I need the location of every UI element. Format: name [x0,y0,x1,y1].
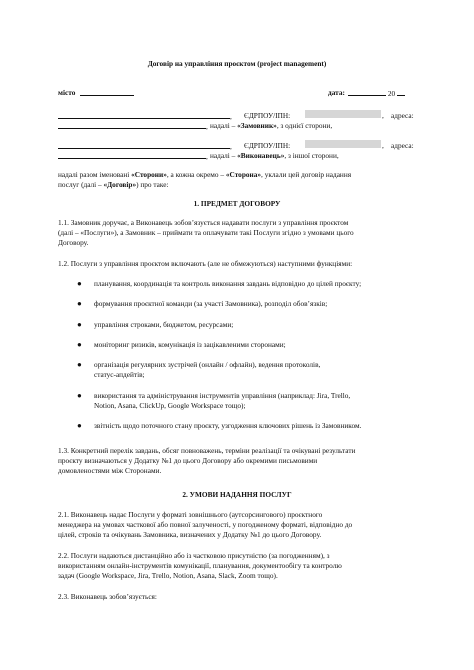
paragraph-1-3-line: 1.3. Конкретний перелік завдань, обсяг повноважень, терміни реалізації та очікувані результати [58,446,356,455]
paragraph-2-1-line: 2.1. Виконавець надає Послуги у форматі зовнішнього (аутсорсингового) проєктного [58,510,323,519]
paragraph-1-1-line: (далі – «Послуги»), а Замовник – приймати та оплачувати такі Послуги згідно з умовами цього [58,228,354,237]
paragraph-2-1-line: менеджера на умовах часткової або повної залученості, у погодженому форматі, відповідно до [58,520,353,529]
party2-address-label: адреса: [391,141,414,150]
party1-edrpou-sep: , [382,111,384,120]
party2-edrpou-redacted[interactable] [305,140,381,149]
party1-edrpou-redacted[interactable] [305,110,381,119]
bullet-icon: ● [77,340,82,349]
city-field[interactable] [80,88,134,98]
bullet-item: звітність щодо поточного стану проєкту, узгодження ключових рішень із Замовником. [94,421,362,430]
paragraph-1-1-line: Договору. [58,238,89,247]
paragraph-2-3: 2.3. Виконавець зобов’язується: [58,592,157,601]
bullet-item: організація регулярних зустрічей (онлайн / офлайн), ведення протоколів, [94,360,321,369]
bullet-item: формування проєктної команди (за участі Замовника), розподіл обов’язків; [94,299,328,308]
bullet-item-continued: Notion, Asana, ClickUp, Google Workspace тощо); [94,401,246,410]
date-year-prefix: 20 [387,89,396,98]
intro-line: послуг (далі – «Договір») про таке: [58,180,169,189]
party2-address-field[interactable]: , [58,151,208,161]
date-label: дата: [328,88,345,97]
party1-edrpou-label: ЄДРПОУ/ІПН: [244,111,291,120]
bullet-item: моніторинг ризиків, комунікація із зацікавленими сторонами; [94,340,286,349]
bullet-icon: ● [77,421,82,430]
party1-role-text: надалі – «Замовник», з однієї сторони, [210,121,333,130]
city-label: місто [58,88,76,97]
bullet-item-continued: статус-апдейтів; [94,370,145,379]
party1-address-field[interactable]: , [58,121,208,131]
party1-address-label: адреса: [391,111,414,120]
paragraph-2-2-line: використанням онлайн-інструментів комунікації, планування, документообігу та контролю [58,561,342,570]
section2-heading: 2. УМОВИ НАДАННЯ ПОСЛУГ [182,490,292,499]
bullet-icon: ● [77,279,82,288]
party1-name-field[interactable]: , [58,111,232,121]
intro-line: надалі разом іменовані «Сторони», а кожна окремо – «Сторона», уклали цей договір надання [58,170,352,179]
paragraph-1-3-line: проєкту визначаються у Додатку №1 до цього Договору або окремими письмовими [58,456,318,465]
party2-name-field[interactable]: , [58,141,232,151]
paragraph-1-2: 1.2. Послуги з управління проєктом включають (але не обмежуються) наступними функціями: [58,259,353,268]
paragraph-2-2-line: 2.2. Послуги надаються дистанційно або із частковою присутністю (за погодженням), з [58,551,330,560]
date-field[interactable] [348,88,405,98]
party2-role-text: надалі – «Виконавець», з іншої сторони, [210,151,339,160]
paragraph-1-1-line: 1.1. Замовник доручає, а Виконавець зобов’язується надавати послуги з управління проєктом [58,218,349,227]
paragraph-1-3-line: домовленостями між Сторонами. [58,466,162,475]
bullet-item: використання та адміністрування інструментів управління (наприклад: Jira, Trello, [94,391,351,400]
bullet-item: управління строками, бюджетом, ресурсами; [94,320,234,329]
party2-edrpou-sep: , [382,141,384,150]
paragraph-2-2-line: задач (Google Workspace, Jira, Trello, Notion, Asana, Slack, Zoom тощо). [58,571,278,580]
bullet-icon: ● [77,320,82,329]
bullet-icon: ● [77,299,82,308]
bullet-icon: ● [77,360,82,369]
section1-heading: 1. ПРЕДМЕТ ДОГОВОРУ [193,199,281,208]
party2-edrpou-label: ЄДРПОУ/ІПН: [244,141,291,150]
bullet-item: планування, координація та контроль виконання завдань відповідно до цілей проєкту; [94,279,362,288]
document-title: Договір на управління проєктом (project management) [147,59,327,68]
paragraph-2-1-line: цілей, строків та очікувань Замовника, визначених у Додатку №1 до цього Договору. [58,530,322,539]
bullet-icon: ● [77,391,82,400]
